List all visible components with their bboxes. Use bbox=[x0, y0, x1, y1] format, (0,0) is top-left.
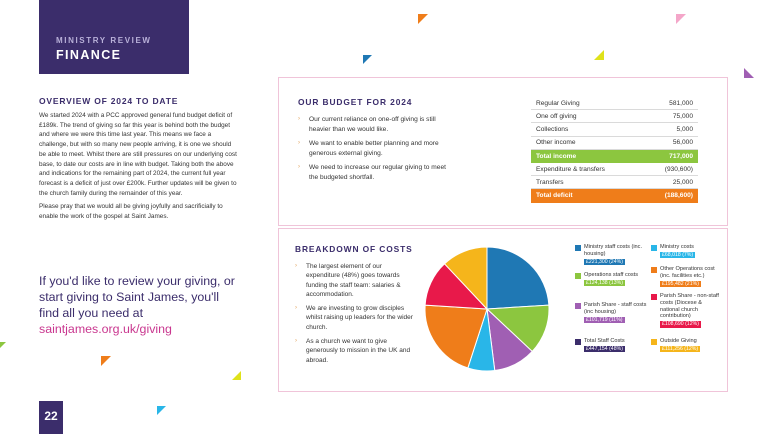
budget-row-label: Regular Giving bbox=[536, 99, 580, 107]
budget-row-label: Transfers bbox=[536, 178, 564, 186]
legend-label: Parish Share - staff costs (inc housing) bbox=[584, 302, 647, 315]
budget-row bbox=[531, 110, 698, 123]
budget-row bbox=[531, 189, 698, 202]
budget-row-value: 56,000 bbox=[672, 139, 693, 147]
decor-triangle-pink bbox=[676, 14, 686, 24]
bullet-chevron-icon: › bbox=[298, 116, 300, 122]
budget-row-value: 717,000 bbox=[669, 152, 693, 160]
legend-swatch bbox=[575, 245, 581, 251]
decor-triangle-yellow bbox=[594, 50, 604, 60]
budget-table bbox=[531, 97, 698, 203]
header-title: FINANCE bbox=[56, 48, 122, 62]
decor-triangle-orange-2 bbox=[101, 356, 111, 366]
legend-item bbox=[575, 272, 647, 287]
legend-swatch bbox=[575, 303, 581, 309]
legend-swatch bbox=[575, 339, 581, 345]
budget-row-label: Expenditure & transfers bbox=[536, 165, 605, 173]
giving-cta bbox=[39, 273, 239, 337]
legend-value: £101,719 (11%) bbox=[586, 316, 623, 323]
budget-row-label: Collections bbox=[536, 125, 569, 133]
budget-row bbox=[531, 163, 698, 176]
budget-row-value: 25,000 bbox=[672, 178, 693, 186]
bullet-chevron-icon: › bbox=[295, 305, 297, 312]
legend-swatch bbox=[575, 273, 581, 279]
giving-link[interactable]: saintjames.org.uk/giving bbox=[39, 322, 172, 336]
decor-triangle-blue bbox=[363, 55, 372, 64]
legend-label: Parish Share - non-staff costs (Diocese & national church contribution) bbox=[660, 293, 719, 320]
overview-section bbox=[39, 96, 239, 226]
costs-bullets bbox=[295, 262, 413, 370]
costs-bullet: › We are investing to grow disciples whilst raising up leaders for the wider church. bbox=[295, 305, 413, 331]
legend-label: Operations staff costs bbox=[584, 272, 638, 278]
legend-value: £124,138 (13%) bbox=[586, 279, 623, 286]
page-number: 22 bbox=[39, 401, 63, 434]
costs-heading: BREAKDOWN OF COSTS bbox=[295, 244, 413, 254]
legend-item bbox=[651, 266, 723, 287]
budget-heading: OUR BUDGET FOR 2024 bbox=[298, 97, 413, 107]
legend-swatch bbox=[651, 294, 657, 300]
budget-bullet: › Our current reliance on one-off giving is still heavier than we would like. bbox=[298, 116, 436, 133]
budget-row-label: One off giving bbox=[536, 112, 577, 120]
legend-item bbox=[651, 338, 723, 353]
legend-item bbox=[575, 302, 647, 323]
legend-value: £111,256 (12%) bbox=[662, 345, 699, 352]
legend-value: £68,018 (7%) bbox=[662, 251, 694, 258]
legend-item bbox=[651, 293, 723, 328]
legend-value: £447,154 (48%) bbox=[586, 345, 623, 352]
legend-item bbox=[575, 338, 647, 353]
budget-row bbox=[531, 123, 698, 136]
legend-label: Other Operations cost (inc. facilities etc.) bbox=[660, 266, 715, 279]
budget-row-value: 581,000 bbox=[669, 99, 693, 107]
legend-label: Total Staff Costs bbox=[584, 338, 625, 344]
header-block bbox=[39, 0, 189, 74]
budget-row bbox=[531, 137, 698, 150]
costs-panel bbox=[278, 228, 728, 392]
budget-row-label: Total deficit bbox=[536, 192, 573, 200]
budget-row bbox=[531, 176, 698, 189]
legend-swatch bbox=[651, 245, 657, 251]
legend-value: £195,482 (21%) bbox=[662, 280, 699, 287]
budget-row-value: 75,000 bbox=[672, 112, 693, 120]
legend-swatch bbox=[651, 339, 657, 345]
costs-bullet: › As a church we want to give generously to mission in the UK and abroad. bbox=[295, 338, 411, 364]
budget-row-value: 5,000 bbox=[676, 125, 693, 133]
budget-row-label: Total income bbox=[536, 152, 577, 160]
bullet-chevron-icon: › bbox=[295, 263, 297, 269]
legend-swatch bbox=[651, 267, 657, 273]
costs-bullet: › The largest element of our expenditure (48%) goes towards funding the staff team: salaries & accommodation. bbox=[295, 263, 401, 298]
legend-label: Ministry costs bbox=[660, 244, 694, 250]
pie-slice bbox=[487, 247, 549, 309]
bullet-chevron-icon: › bbox=[298, 164, 300, 170]
overview-heading: OVERVIEW OF 2024 TO DATE bbox=[39, 96, 179, 106]
legend-value: £221,300 (24%) bbox=[586, 258, 623, 265]
overview-paragraph: We started 2024 with a PCC approved general fund budget deficit of £189k. The trend of giving so far this year is behind both the budget and where we were this time last year. This means we face a challenge, but with so many new people arriving, it is one we should be able to meet. Whilst there are still pressures on our underlying cost base, to date our costs are in line with budget. Taking both the above and indications for the remaining part of 2024, the current full year forecast is a deficit of just over £200k. Further updates will be given to the church family during the remainder of this year. bbox=[39, 112, 237, 197]
budget-row-label: Other income bbox=[536, 139, 576, 147]
costs-pie-chart bbox=[423, 245, 551, 373]
decor-triangle-yellow-2 bbox=[232, 371, 241, 380]
budget-row bbox=[531, 97, 698, 110]
overview-prayer-paragraph: Please pray that we would all be giving joyfully and sacrificially to enable the work of the gospel at Saint James. bbox=[39, 203, 223, 221]
budget-bullet: › We need to increase our regular giving to meet the budgeted shortfall. bbox=[298, 164, 446, 181]
budget-bullet: › We want to enable better planning and more generous external giving. bbox=[298, 140, 439, 157]
legend-item bbox=[575, 244, 647, 265]
legend-label: Outside Giving bbox=[660, 338, 697, 344]
budget-row-value: (188,600) bbox=[664, 192, 693, 200]
budget-row bbox=[531, 150, 698, 163]
header-kicker: MINISTRY REVIEW bbox=[56, 36, 152, 45]
bullet-chevron-icon: › bbox=[295, 338, 297, 345]
legend-value: £108,690 (12%) bbox=[662, 321, 699, 328]
decor-triangle-purple bbox=[744, 68, 754, 78]
legend-label: Ministry staff costs (inc. housing) bbox=[584, 244, 643, 257]
legend-item bbox=[651, 244, 723, 259]
giving-cta-text: If you'd like to review your giving, or start giving to Saint James, you'll find all you need at bbox=[39, 274, 235, 320]
budget-panel bbox=[278, 77, 728, 226]
decor-triangle-green bbox=[0, 342, 6, 348]
budget-row-value: (930,600) bbox=[664, 165, 693, 173]
budget-bullets bbox=[298, 115, 456, 187]
bullet-chevron-icon: › bbox=[298, 140, 300, 146]
decor-triangle-orange bbox=[418, 14, 428, 24]
decor-triangle-blue-2 bbox=[157, 406, 166, 415]
